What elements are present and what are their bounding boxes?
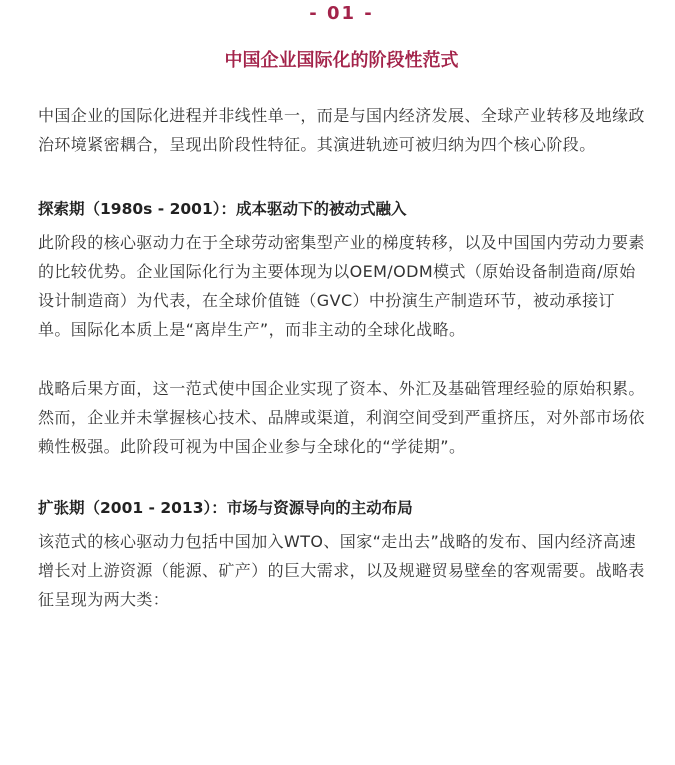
phase2-paragraph-1: 该范式的核心驱动力包括中国加入WTO、国家“走出去”战略的发布、国内经济高速增长对上游资源（能源、矿产）的巨大需求，以及规避贸易壁垒的客观需要。战略表征呈现为两大类： bbox=[38, 532, 645, 609]
phase1-paragraph-2: 战略后果方面，这一范式使中国企业实现了资本、外汇及基础管理经验的原始积累。然而，企业并未掌握核心技术、品牌或渠道，利润空间受到严重挤压，对外部市场依赖性极强。此阶段可视为中国企业参与全球化的“学徒期”。 bbox=[38, 379, 645, 456]
intro-paragraph: 中国企业的国际化进程并非线性单一，而是与国内经济发展、全球产业转移及地缘政治环境紧密耦合，呈现出阶段性特征。其演进轨迹可被归纳为四个核心阶段。 bbox=[38, 106, 645, 154]
section-number: - 01 - bbox=[309, 3, 374, 24]
phase1-heading: 探索期（1980s - 2001）：成本驱动下的被动式融入 bbox=[38, 200, 407, 218]
phase1-paragraph-1: 此阶段的核心驱动力在于全球劳动密集型产业的梯度转移，以及中国国内劳动力要素的比较优势。企业国际化行为主要体现为以OEM/ODM模式（原始设备制造商/原始设计制造商）为代表，在全球价值链（GVC）中扮演生产制造环节，被动承接订单。国际化本质上是“离岸生产”，而非主动的全球化战略。 bbox=[38, 233, 645, 339]
phase2-heading: 扩张期（2001 - 2013）：市场与资源导向的主动布局 bbox=[38, 499, 413, 517]
section-title: 中国企业国际化的阶段性范式 bbox=[224, 50, 459, 71]
